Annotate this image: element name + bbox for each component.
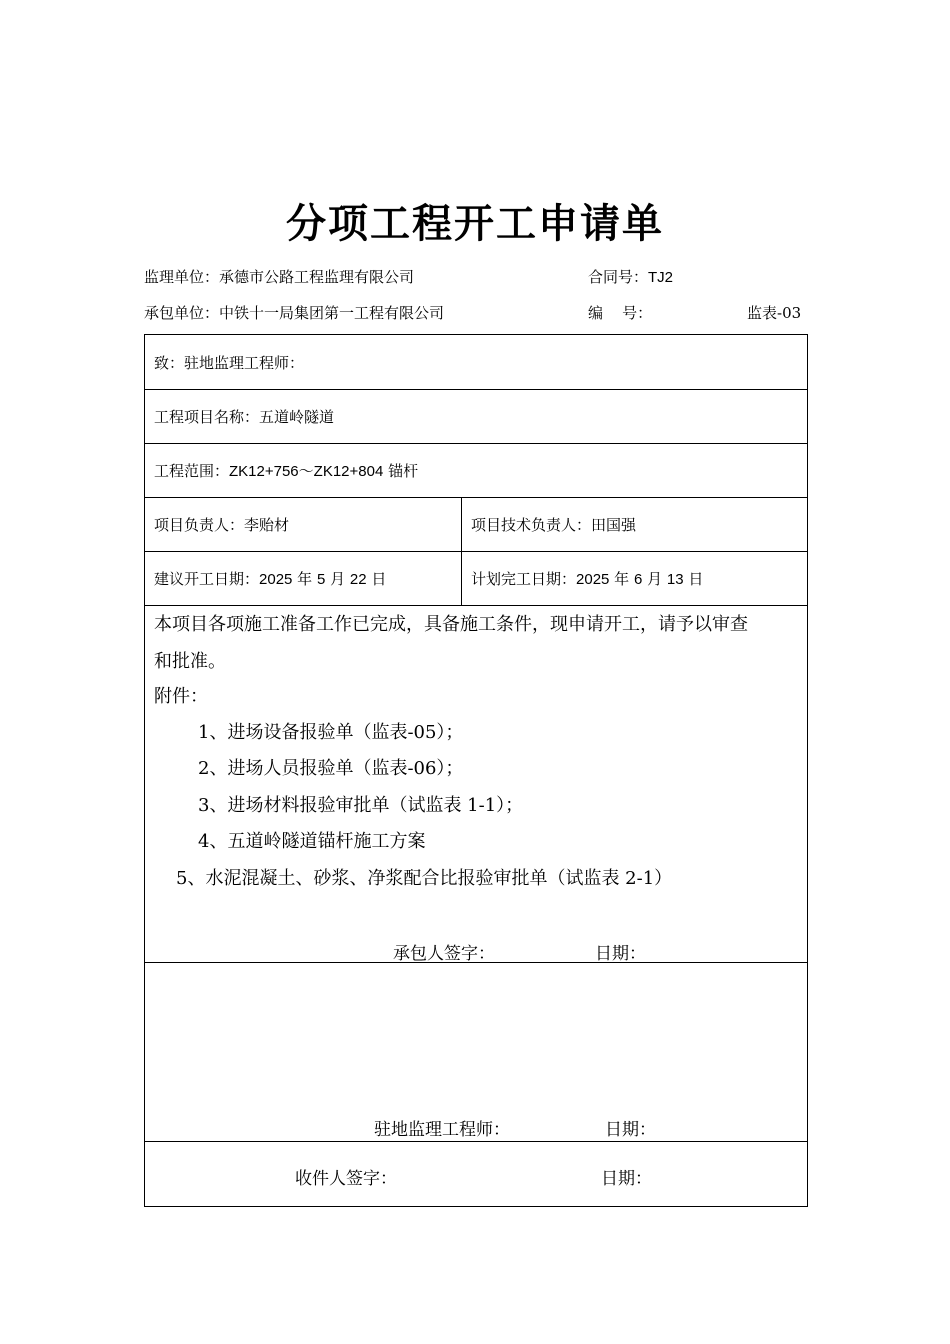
start-date-label: 建议开工日期： (154, 570, 260, 588)
supervision-unit (144, 266, 414, 287)
project-name-cell (145, 390, 808, 444)
tech-manager-value: 田国强 (591, 516, 637, 534)
request-cell (145, 606, 808, 963)
start-month: 5 (316, 571, 326, 588)
page-title: 分项工程开工申请单 (286, 201, 664, 247)
scope-suffix: 锚杆 (388, 462, 419, 480)
manager-value: 李贻材 (244, 516, 290, 534)
project-name-value: 五道岭隧道 (259, 408, 335, 426)
tech-manager-label: 项目技术负责人： (471, 516, 592, 534)
supervisor-date-label: 日期： (605, 1120, 656, 1140)
supervisor-signature-label: 驻地监理工程师： (374, 1120, 510, 1140)
request-line-1: 本项目各项施工准备工作已完成，具备施工条件，现申请开工，请予以审查 (154, 614, 748, 635)
scope-label: 工程范围： (154, 462, 230, 480)
attachment-item: 4、五道岭隧道锚杆施工方案 (198, 831, 426, 852)
day-char: 日 (688, 570, 704, 588)
attachment-item: 1、进场设备报验单（监表-05）； (198, 722, 464, 743)
scope-value: ZK12+756～ZK12+804 (229, 463, 384, 480)
supervisor-cell (145, 963, 808, 1142)
finish-day: 13 (666, 571, 684, 588)
manager-cell (145, 498, 462, 552)
contractor-unit (144, 302, 444, 323)
finish-date-cell (462, 552, 808, 606)
finish-year: 2025 (576, 571, 610, 588)
tech-manager-cell (462, 498, 808, 552)
supervision-unit-value: 承德市公路工程监理有限公司 (219, 268, 415, 286)
contract-number-label: 合同号： (588, 268, 649, 286)
contract-number-value: TJ2 (648, 269, 674, 286)
attachments-label: 附件： (154, 686, 208, 707)
supervision-unit-label: 监理单位： (144, 268, 220, 286)
year-char: 年 (297, 570, 313, 588)
start-year: 2025 (259, 571, 293, 588)
application-form (144, 334, 808, 1207)
attachment-item: 2、进场人员报验单（监表-06）； (198, 758, 464, 779)
finish-date-label: 计划完工日期： (471, 570, 577, 588)
scope-cell (145, 444, 808, 498)
day-char: 日 (371, 570, 387, 588)
start-day: 22 (349, 571, 367, 588)
attachment-item: 5、水泥混凝土、砂浆、净浆配合比报验审批单（试监表 2-1） (176, 868, 673, 889)
manager-label: 项目负责人： (154, 516, 245, 534)
contractor-unit-label: 承包单位： (144, 304, 220, 322)
month-char: 月 (330, 570, 346, 588)
year-char: 年 (614, 570, 630, 588)
receiver-cell (145, 1142, 808, 1207)
form-code: 监表-03 (747, 304, 802, 322)
month-char: 月 (647, 570, 663, 588)
contract-number (588, 266, 673, 287)
attachment-item: 3、进场材料报验审批单（试监表 1-1）； (198, 795, 524, 816)
addressee-cell: 致：驻地监理工程师： (145, 335, 808, 390)
receiver-signature-label: 收件人签字： (295, 1169, 397, 1189)
project-name-label: 工程项目名称： (154, 408, 260, 426)
start-date-cell (145, 552, 462, 606)
serial-number-label: 编 号： (588, 304, 653, 322)
receiver-date-label: 日期： (601, 1169, 652, 1189)
contractor-signature-label: 承包人签字： (393, 944, 495, 964)
contractor-unit-value: 中铁十一局集团第一工程有限公司 (219, 304, 445, 322)
contractor-date-label: 日期： (595, 944, 646, 964)
finish-month: 6 (633, 571, 643, 588)
request-line-2: 和批准。 (154, 651, 226, 672)
